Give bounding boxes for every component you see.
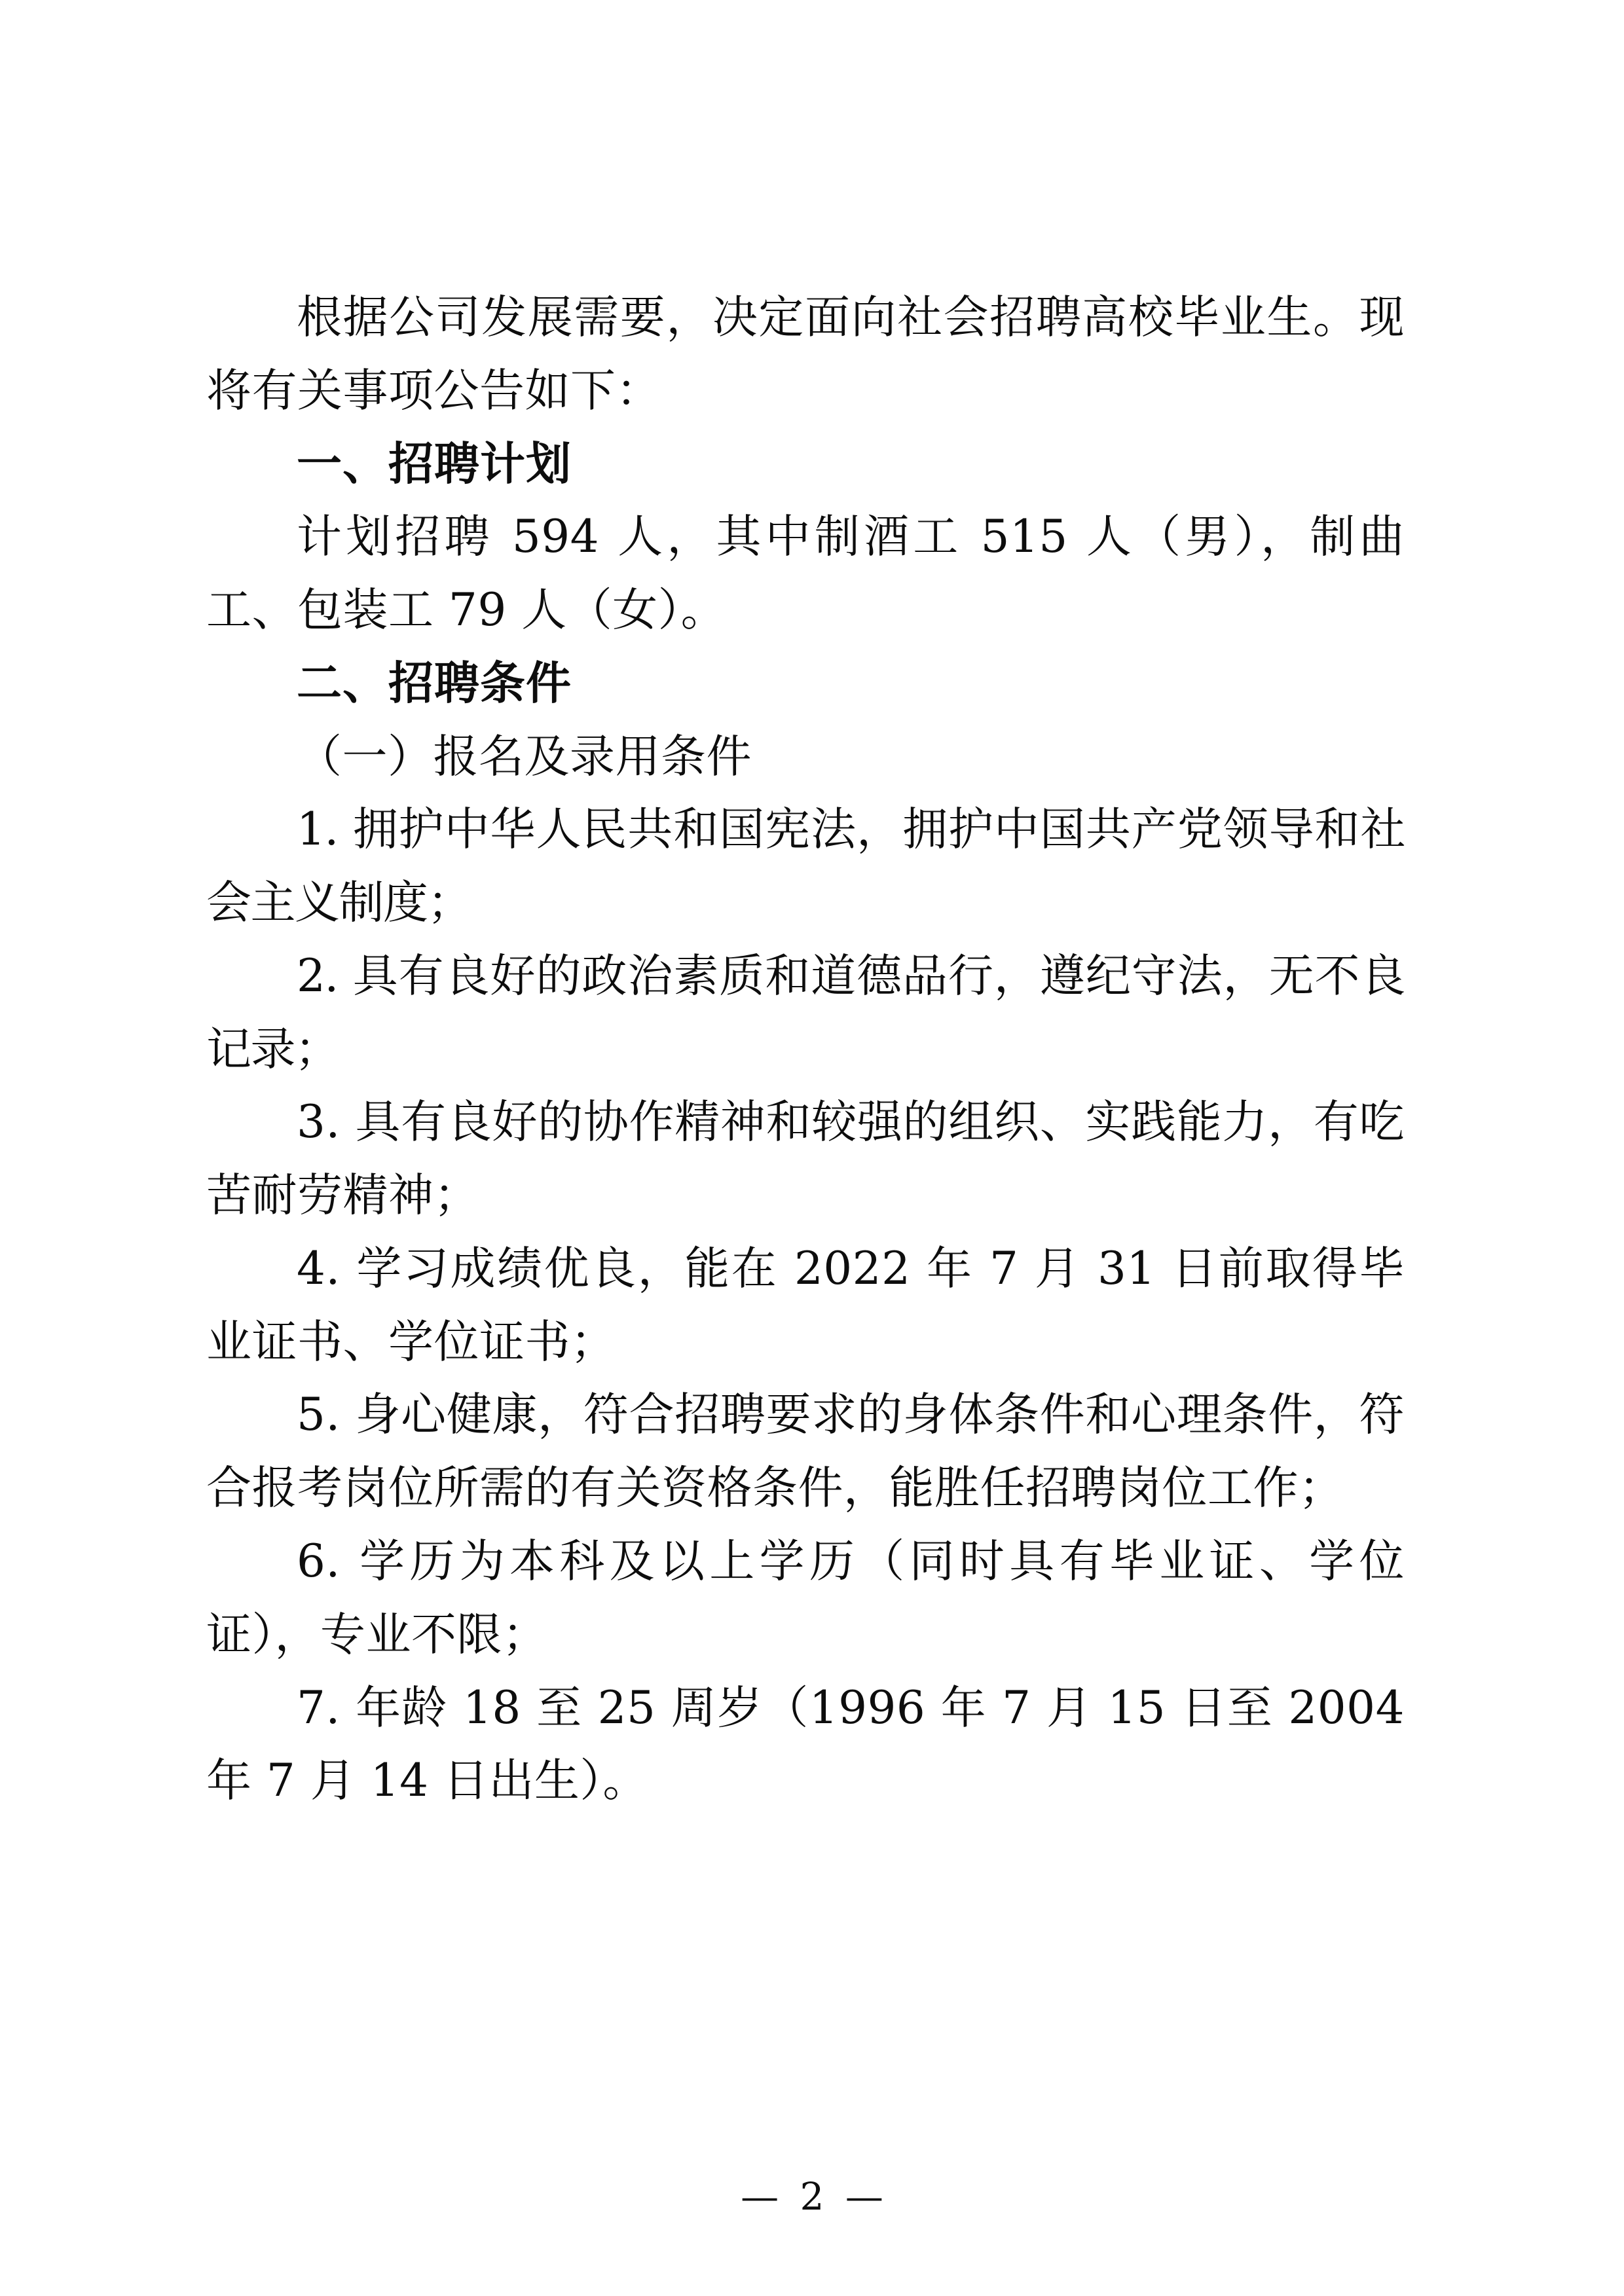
paragraph-recruitment-plan: 计划招聘 594 人，其中制酒工 515 人（男），制曲工、包装工 79 人（女）。 (206, 511, 1405, 637)
list-item-7: 7. 年龄 18 至 25 周岁（1996 年 7 月 15 日至 2004 年 7 月 14 日出生）。 (206, 1681, 1405, 1808)
document-body (206, 282, 1405, 1818)
footer-dash-left: — (741, 2174, 779, 2219)
list-item-4: 4. 学习成绩优良，能在 2022 年 7 月 31 日前取得毕业证书、学位证书； (206, 1242, 1405, 1368)
list-item-3: 3. 具有良好的协作精神和较强的组织、实践能力，有吃苦耐劳精神； (206, 1096, 1405, 1222)
page-footer (0, 2174, 1624, 2219)
list-item-1: 1. 拥护中华人民共和国宪法，拥护中国共产党领导和社会主义制度； (206, 803, 1405, 930)
subsection-heading-application-conditions: （一）报名及录用条件 (297, 730, 752, 783)
list-item-2: 2. 具有良好的政治素质和道德品行，遵纪守法，无不良记录； (206, 949, 1405, 1076)
page-number: 2 (800, 2174, 824, 2219)
list-item-6: 6. 学历为本科及以上学历（同时具有毕业证、学位证），专业不限； (206, 1535, 1405, 1661)
paragraph-intro: 根据公司发展需要，决定面向社会招聘高校毕业生。现将有关事项公告如下： (206, 291, 1405, 417)
list-item-5: 5. 身心健康，符合招聘要求的身体条件和心理条件，符合报考岗位所需的有关资格条件，能胜任招聘岗位工作； (206, 1389, 1405, 1515)
section-heading-recruitment-plan: 一、招聘计划 (297, 437, 572, 490)
footer-dash-right: — (845, 2174, 883, 2219)
section-heading-recruitment-conditions: 二、招聘条件 (297, 657, 572, 710)
